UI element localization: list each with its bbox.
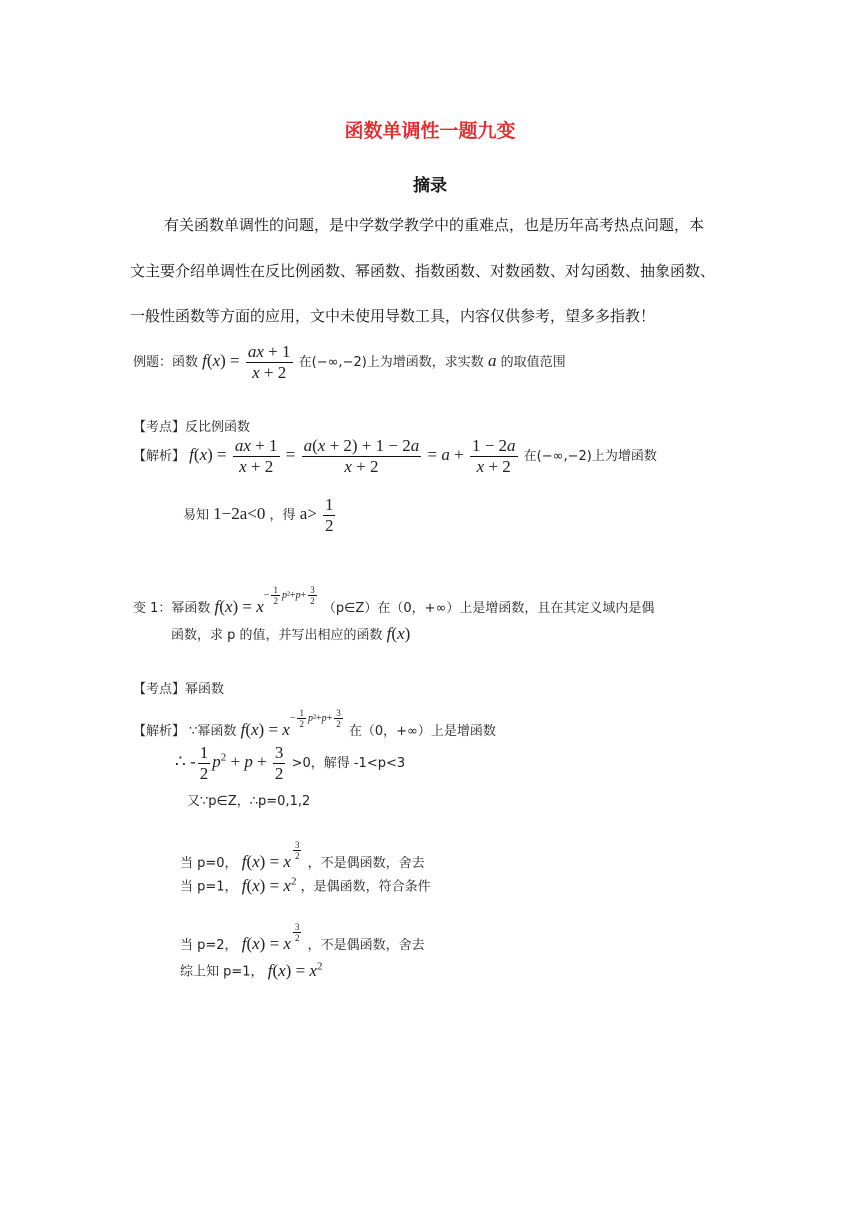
example-problem [133, 342, 566, 382]
variant1-conclusion: 综上知 p=1， $f(x) = x^2$ [180, 960, 323, 980]
example-var-a: a [487, 350, 497, 370]
step1-tail: >0，解得 -1<p<3 [291, 755, 406, 771]
case1-lead: 当 p=1， [180, 879, 238, 895]
kaodian-label: 【考点】 [133, 682, 186, 697]
example-jiexi-formula: f(x) = $\frac{ax + 1}{x + 2}$ = $\frac{a(x + 2) + 1 - 2a}{x + 2}$ = a + $\frac{1 - 2a}{x + 2}$ [189, 436, 516, 476]
variant1-case1: 当 p=1， $f(x) = x^2$ ，是偶函数，符合条件 [180, 875, 431, 895]
intro-line-2: 文主要介绍单调性在反比例函数、幂函数、指数函数、对数函数、对勾函数、抽象函数、 [130, 262, 716, 280]
example-interval: 在(−∞,−2)上为增函数，求实数 [298, 354, 484, 370]
variant1-jiexi: 【解析】 ∵幂函数 f(x) = x− $\frac{1}{2}$ p²+p+ $\frac{3}{2}$ 在（0，+∞）上是增函数 [133, 708, 496, 740]
example-kaodian [133, 416, 250, 435]
jiexi-tail: 在(−∞,−2)上为增函数 [523, 448, 657, 464]
step-text: 易知 [183, 507, 210, 523]
case2-tail: ，不是偶函数，舍去 [307, 938, 425, 954]
example-function: f(x) = $\frac{ax + 1}{x + 2}$ [202, 342, 291, 382]
variant1-line2-text: 函数，求 p 的值，并写出相应的函数 [171, 628, 383, 643]
example-step: 易知 1−2a<0 ，得 a> $\frac{1}{2}$ [183, 495, 334, 535]
variant1-case0: 当 p=0， f(x) = x $\frac{3}{2}$ ，不是偶函数，舍去 [180, 840, 425, 872]
jiexi-label: 【解析】 [133, 448, 186, 464]
kaodian-label: 【考点】 [133, 420, 186, 435]
variant1-cond: （p∈Z）在（0，+∞）上是增函数，且在其定义域内是偶 [322, 601, 655, 617]
intro-line-3: 一般性函数等方面的应用，文中未使用导数工具，内容仅供参考，望多多指教！ [130, 307, 656, 325]
kaodian-text: 反比例函数 [185, 420, 251, 435]
conclusion-lead: 综上知 p=1， [180, 964, 264, 980]
variant1-problem [133, 585, 654, 617]
example-label: 例题：函数 [133, 354, 199, 370]
kaodian-text: 幂函数 [185, 682, 225, 697]
variant1-kaodian [133, 678, 224, 697]
variant1-step1: ∴ - $\frac{1}{2}$ $p^2 + p$ + $\frac{3}{2}$ >0，解得 -1<p<3 [175, 743, 406, 783]
page-subtitle: 摘录 [413, 176, 447, 196]
step-result: a> [299, 503, 317, 523]
case0-lead: 当 p=0， [180, 856, 238, 872]
example-jiexi [133, 436, 657, 476]
case1-tail: ，是偶函数，符合条件 [300, 879, 431, 895]
variant1-case2: 当 p=2， f(x) = x $\frac{3}{2}$ ，不是偶函数，舍去 [180, 922, 425, 954]
intro-line-1: 有关函数单调性的问题，是中学数学教学中的重难点，也是历年高考热点问题，本 [164, 216, 705, 234]
step-mid: ，得 [269, 507, 296, 523]
variant1-label: 变 1：幂函数 [133, 601, 211, 617]
jiexi-label: 【解析】 [133, 724, 186, 740]
example-tail: 的取值范围 [500, 354, 566, 370]
case0-tail: ，不是偶函数，舍去 [307, 856, 425, 872]
variant1-line2: 函数，求 p 的值，并写出相应的函数 f(x) [171, 624, 411, 643]
case2-lead: 当 p=2， [180, 938, 238, 954]
page-title: 函数单调性一题九变 [344, 120, 516, 142]
jiexi-text: ∵幂函数 [189, 724, 237, 740]
variant1-function: f(x) = x− $\frac{1}{2}$ p²+p+ $\frac{3}{2}$ [214, 585, 315, 617]
jiexi-cond: 在（0，+∞）上是增函数 [348, 724, 496, 740]
step-ineq: 1−2a<0 [213, 503, 266, 523]
variant1-step2: 又∵p∈Z，∴p=0,1,2 [187, 794, 311, 809]
